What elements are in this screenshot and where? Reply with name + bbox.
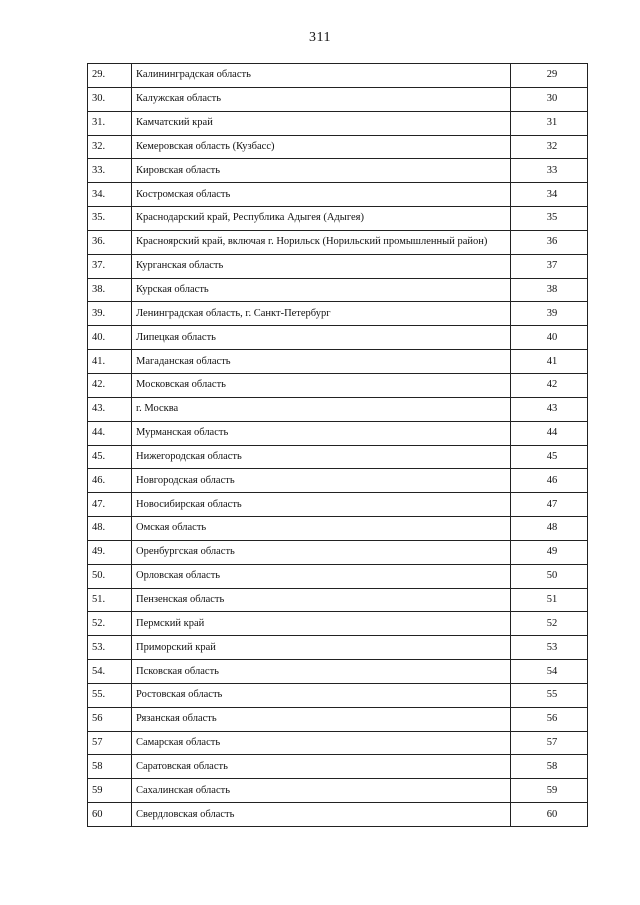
region-name-cell: г. Москва: [132, 397, 511, 421]
table-row: [88, 636, 588, 660]
table-row: [88, 302, 588, 326]
region-name-cell: Новгородская область: [132, 469, 511, 493]
row-number-cell: 58: [88, 755, 132, 779]
region-name-cell: Московская область: [132, 373, 511, 397]
region-code-cell: 56: [511, 707, 588, 731]
region-name-cell: Орловская область: [132, 564, 511, 588]
table-row: [88, 135, 588, 159]
regions-table-body: [88, 64, 588, 827]
region-code-cell: 40: [511, 326, 588, 350]
table-row: [88, 254, 588, 278]
table-row: [88, 493, 588, 517]
row-number-cell: 59: [88, 779, 132, 803]
table-row: [88, 350, 588, 374]
row-number-cell: 36.: [88, 230, 132, 254]
row-number-cell: 52.: [88, 612, 132, 636]
table-row: [88, 230, 588, 254]
region-name-cell: Калининградская область: [132, 64, 511, 88]
region-code-cell: 30: [511, 87, 588, 111]
region-code-cell: 36: [511, 230, 588, 254]
region-code-cell: 43: [511, 397, 588, 421]
table-row: [88, 517, 588, 541]
row-number-cell: 49.: [88, 540, 132, 564]
row-number-cell: 38.: [88, 278, 132, 302]
region-code-cell: 47: [511, 493, 588, 517]
region-name-cell: Новосибирская область: [132, 493, 511, 517]
region-name-cell: Кемеровская область (Кузбасс): [132, 135, 511, 159]
region-name-cell: Калужская область: [132, 87, 511, 111]
region-code-cell: 48: [511, 517, 588, 541]
row-number-cell: 48.: [88, 517, 132, 541]
row-number-cell: 56: [88, 707, 132, 731]
row-number-cell: 47.: [88, 493, 132, 517]
table-row: [88, 588, 588, 612]
row-number-cell: 50.: [88, 564, 132, 588]
table-row: [88, 707, 588, 731]
region-name-cell: Нижегородская область: [132, 445, 511, 469]
region-code-cell: 49: [511, 540, 588, 564]
region-name-cell: Курганская область: [132, 254, 511, 278]
region-name-cell: Пензенская область: [132, 588, 511, 612]
row-number-cell: 54.: [88, 660, 132, 684]
row-number-cell: 46.: [88, 469, 132, 493]
region-code-cell: 60: [511, 803, 588, 827]
region-code-cell: 42: [511, 373, 588, 397]
region-code-cell: 35: [511, 207, 588, 231]
table-row: [88, 183, 588, 207]
table-row: [88, 469, 588, 493]
region-name-cell: Рязанская область: [132, 707, 511, 731]
row-number-cell: 41.: [88, 350, 132, 374]
region-name-cell: Камчатский край: [132, 111, 511, 135]
row-number-cell: 32.: [88, 135, 132, 159]
table-row: [88, 421, 588, 445]
region-code-cell: 50: [511, 564, 588, 588]
region-name-cell: Ленинградская область, г. Санкт-Петербург: [132, 302, 511, 326]
row-number-cell: 51.: [88, 588, 132, 612]
table-row: [88, 373, 588, 397]
row-number-cell: 55.: [88, 683, 132, 707]
region-code-cell: 52: [511, 612, 588, 636]
table-row: [88, 755, 588, 779]
row-number-cell: 43.: [88, 397, 132, 421]
region-code-cell: 54: [511, 660, 588, 684]
row-number-cell: 37.: [88, 254, 132, 278]
row-number-cell: 44.: [88, 421, 132, 445]
row-number-cell: 60: [88, 803, 132, 827]
region-code-cell: 46: [511, 469, 588, 493]
page-number: 311: [309, 30, 331, 45]
region-name-cell: Пермский край: [132, 612, 511, 636]
region-name-cell: Магаданская область: [132, 350, 511, 374]
region-name-cell: Мурманская область: [132, 421, 511, 445]
table-row: [88, 87, 588, 111]
table-row: [88, 326, 588, 350]
row-number-cell: 45.: [88, 445, 132, 469]
row-number-cell: 40.: [88, 326, 132, 350]
table-row: [88, 683, 588, 707]
region-name-cell: Красноярский край, включая г. Норильск (Норильский промышленный район): [132, 230, 511, 254]
table-row: [88, 397, 588, 421]
table-row: [88, 540, 588, 564]
region-code-cell: 34: [511, 183, 588, 207]
region-name-cell: Саратовская область: [132, 755, 511, 779]
region-code-cell: 59: [511, 779, 588, 803]
table-row: [88, 660, 588, 684]
table-row: [88, 564, 588, 588]
table-row: [88, 111, 588, 135]
region-name-cell: Омская область: [132, 517, 511, 541]
table-row: [88, 64, 588, 88]
row-number-cell: 35.: [88, 207, 132, 231]
table-row: [88, 159, 588, 183]
region-code-cell: 45: [511, 445, 588, 469]
table-row: [88, 612, 588, 636]
region-name-cell: Костромская область: [132, 183, 511, 207]
region-name-cell: Кировская область: [132, 159, 511, 183]
region-code-cell: 31: [511, 111, 588, 135]
row-number-cell: 39.: [88, 302, 132, 326]
region-name-cell: Свердловская область: [132, 803, 511, 827]
row-number-cell: 42.: [88, 373, 132, 397]
region-name-cell: Ростовская область: [132, 683, 511, 707]
table-row: [88, 731, 588, 755]
table-row: [88, 445, 588, 469]
region-name-cell: Краснодарский край, Республика Адыгея (Адыгея): [132, 207, 511, 231]
region-code-cell: 57: [511, 731, 588, 755]
row-number-cell: 57: [88, 731, 132, 755]
row-number-cell: 29.: [88, 64, 132, 88]
region-code-cell: 33: [511, 159, 588, 183]
region-name-cell: Псковская область: [132, 660, 511, 684]
region-code-cell: 38: [511, 278, 588, 302]
region-name-cell: Оренбургская область: [132, 540, 511, 564]
region-code-cell: 58: [511, 755, 588, 779]
table-row: [88, 779, 588, 803]
region-name-cell: Приморский край: [132, 636, 511, 660]
region-code-cell: 29: [511, 64, 588, 88]
row-number-cell: 34.: [88, 183, 132, 207]
region-code-cell: 41: [511, 350, 588, 374]
table-row: [88, 803, 588, 827]
region-code-cell: 51: [511, 588, 588, 612]
row-number-cell: 53.: [88, 636, 132, 660]
table-row: [88, 278, 588, 302]
region-name-cell: Липецкая область: [132, 326, 511, 350]
region-name-cell: Самарская область: [132, 731, 511, 755]
regions-table: [87, 63, 588, 827]
region-code-cell: 44: [511, 421, 588, 445]
row-number-cell: 30.: [88, 87, 132, 111]
region-code-cell: 39: [511, 302, 588, 326]
region-name-cell: Сахалинская область: [132, 779, 511, 803]
region-code-cell: 37: [511, 254, 588, 278]
row-number-cell: 33.: [88, 159, 132, 183]
region-code-cell: 53: [511, 636, 588, 660]
region-code-cell: 32: [511, 135, 588, 159]
table-row: [88, 207, 588, 231]
region-code-cell: 55: [511, 683, 588, 707]
region-name-cell: Курская область: [132, 278, 511, 302]
row-number-cell: 31.: [88, 111, 132, 135]
